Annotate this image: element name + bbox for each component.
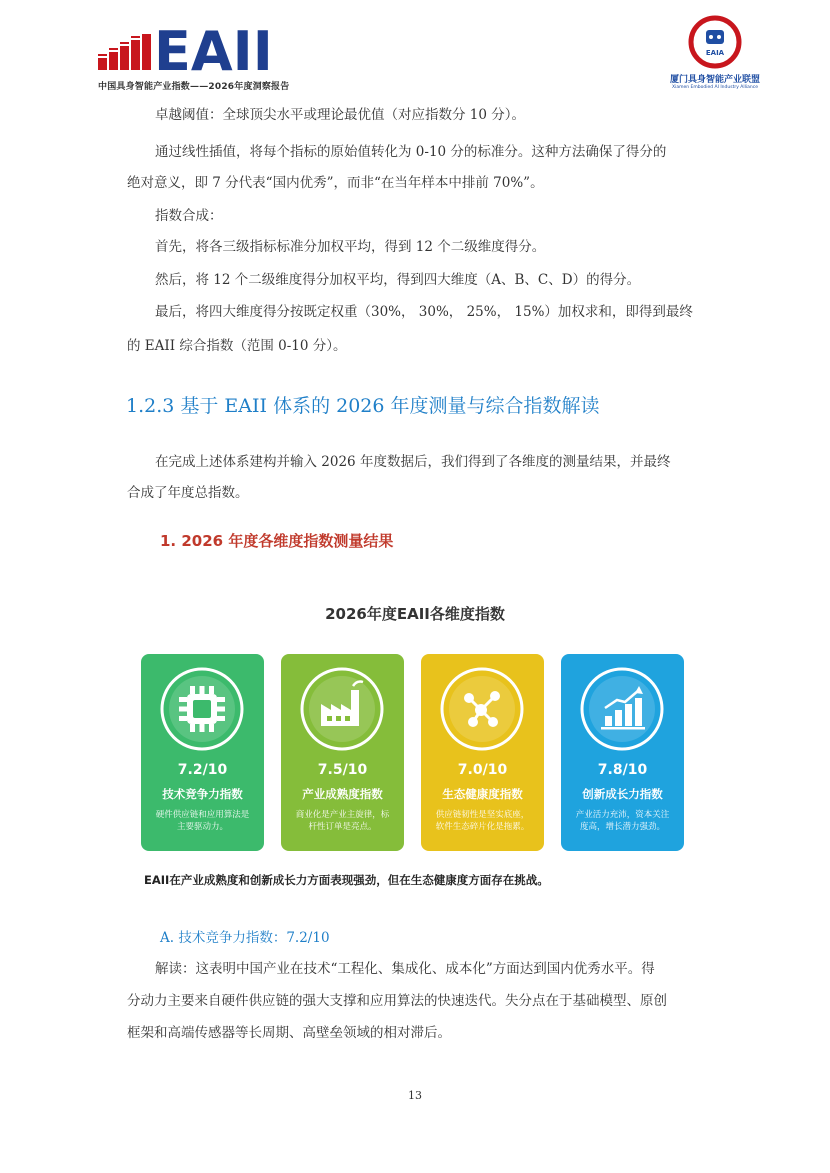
factory-icon — [299, 666, 385, 752]
subheading: 1. 2026 年度各维度指数测量结果 — [160, 532, 394, 550]
intro-line: 合成了年度总指数。 — [127, 485, 249, 501]
card-desc: 硬件供应链和应用算法是主要驱动力。 — [155, 810, 250, 832]
eaii-logo — [98, 18, 298, 78]
card-score: 7.2/10 — [177, 762, 228, 778]
paragraph-line: 的 EAII 综合指数（范围 0-10 分）。 — [127, 338, 347, 354]
alliance-name: 厦门具身智能产业联盟 — [669, 75, 760, 85]
dimension-card-tech — [141, 654, 264, 851]
paragraph-line: 卓越阈值：全球顶尖水平或理论最优值（对应指数分 10 分）。 — [155, 107, 526, 123]
figure-title: 2026年度EAII各维度指数 — [325, 605, 505, 623]
figure-caption: EAII在产业成熟度和创新成长力方面表现强劲，但在生态健康度方面存在挑战。 — [144, 873, 549, 887]
logo-text: EAII — [154, 20, 273, 78]
card-score: 7.8/10 — [597, 762, 648, 778]
card-name: 生态健康度指数 — [442, 787, 523, 801]
card-desc: 产业活力充沛，资本关注度高，增长潜力强劲。 — [575, 810, 670, 832]
paragraph-line: 绝对意义，即 7 分代表“国内优秀”，而非“在当年样本中排前 70%”。 — [127, 175, 544, 191]
section-a-line: 分动力主要来自硬件供应链的强大支撑和应用算法的快速迭代。失分点在于基础模型、原创 — [127, 993, 667, 1009]
alliance-badge-text: EAIA — [705, 49, 725, 57]
section-a-line: 解读：这表明中国产业在技术“工程化、集成化、成本化”方面达到国内优秀水平。得 — [155, 961, 655, 977]
card-desc: 商业化是产业主旋律，标杆性订单是亮点。 — [295, 810, 390, 832]
card-desc: 供应链韧性是坚实底座，软件生态碎片化是拖累。 — [435, 810, 530, 832]
dimension-card-ecosystem — [421, 654, 544, 851]
dimension-card-innovation — [561, 654, 684, 851]
report-subtitle: 中国具身智能产业指数——2026年度洞察报告 — [98, 82, 290, 92]
paragraph-line: 然后，将 12 个二级维度得分加权平均，得到四大维度（A、B、C、D）的得分。 — [155, 272, 641, 288]
card-score: 7.5/10 — [317, 762, 368, 778]
paragraph-line: 最后，将四大维度得分按既定权重（30%， 30%， 25%， 15%）加权求和，即得到最终 — [155, 304, 693, 320]
alliance-logo-icon — [687, 14, 743, 70]
section-a-heading: A. 技术竞争力指数：7.2/10 — [160, 930, 330, 946]
dimension-card-industry — [281, 654, 404, 851]
section-a-line: 框架和高端传感器等长周期、高壁垒领域的相对滞后。 — [127, 1025, 451, 1041]
card-score: 7.0/10 — [457, 762, 508, 778]
card-name: 技术竞争力指数 — [162, 787, 243, 801]
card-name: 创新成长力指数 — [582, 787, 663, 801]
card-name: 产业成熟度指数 — [302, 787, 383, 801]
alliance-name-en: Xiamen Embodied AI Industry Alliance — [672, 85, 758, 90]
paragraph-line: 指数合成： — [155, 208, 223, 224]
intro-line: 在完成上述体系建构并输入 2026 年度数据后，我们得到了各维度的测量结果，并最终 — [155, 454, 671, 470]
page-number: 13 — [408, 1089, 422, 1102]
paragraph-line: 首先，将各三级指标标准分加权平均，得到 12 个二级维度得分。 — [155, 239, 546, 255]
network-icon — [439, 666, 525, 752]
growth-chart-icon — [579, 666, 665, 752]
section-heading: 1.2.3 基于 EAII 体系的 2026 年度测量与综合指数解读 — [126, 395, 600, 417]
chip-gear-icon — [159, 666, 245, 752]
paragraph-line: 通过线性插值，将每个指标的原始值转化为 0-10 分的标准分。这种方法确保了得分的 — [155, 144, 667, 160]
